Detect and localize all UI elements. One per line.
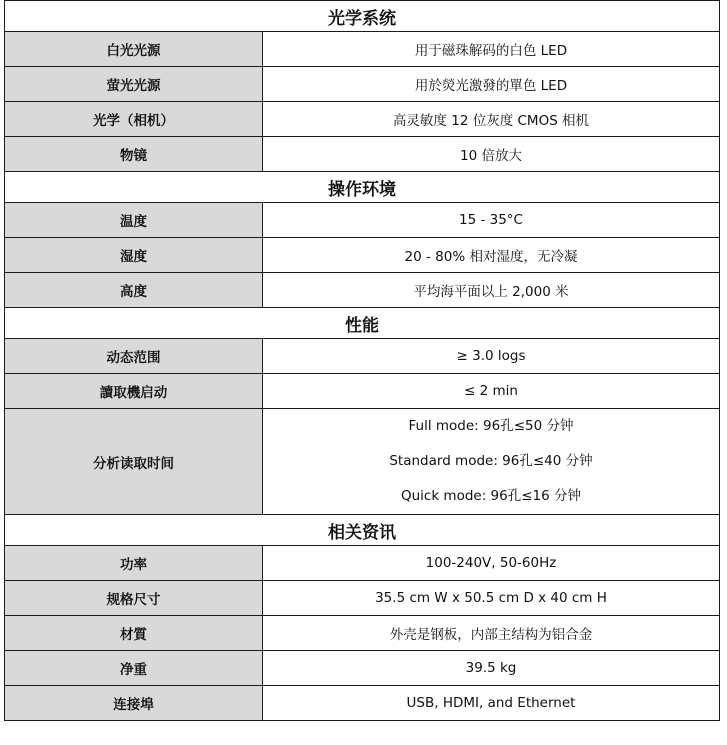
table-row [5, 616, 720, 651]
table-row [5, 546, 720, 581]
table-row [5, 32, 720, 67]
row-label: 光学（相机） [5, 102, 263, 137]
row-value: 平均海平面以上 2,000 米 [263, 273, 720, 308]
section-header-info [5, 515, 720, 546]
row-label: 讀取機启动 [5, 374, 263, 409]
row-value: 39.5 kg [263, 651, 720, 686]
row-label: 规格尺寸 [5, 581, 263, 616]
section-title: 操作环境 [5, 172, 720, 203]
row-label: 高度 [5, 273, 263, 308]
table-row [5, 581, 720, 616]
row-value: 用於熒光激發的單色 LED [263, 67, 720, 102]
row-value: 20 - 80% 相对湿度，无冷凝 [263, 238, 720, 273]
row-label: 净重 [5, 651, 263, 686]
spec-table [4, 0, 720, 721]
table-row [5, 238, 720, 273]
table-row [5, 374, 720, 409]
row-value: ≤ 2 min [263, 374, 720, 409]
row-label: 白光光源 [5, 32, 263, 67]
row-label: 功率 [5, 546, 263, 581]
row-value: 高灵敏度 12 位灰度 CMOS 相机 [263, 102, 720, 137]
table-row [5, 409, 720, 515]
row-label: 湿度 [5, 238, 263, 273]
row-value: 外壳是钢板，内部主结构为铝合金 [263, 616, 720, 651]
row-label: 分析读取时间 [5, 409, 263, 515]
value-line: Full mode: 96孔≤50 分钟 [408, 418, 574, 434]
table-row [5, 67, 720, 102]
row-value: 10 倍放大 [263, 137, 720, 172]
table-row [5, 273, 720, 308]
section-title: 性能 [5, 308, 720, 339]
row-label: 动态范围 [5, 339, 263, 374]
table-row [5, 203, 720, 238]
section-header-environment [5, 172, 720, 203]
row-value: 用于磁珠解码的白色 LED [263, 32, 720, 67]
row-label: 物镜 [5, 137, 263, 172]
section-title: 相关资讯 [5, 515, 720, 546]
table-row [5, 102, 720, 137]
row-label: 温度 [5, 203, 263, 238]
row-value: 15 - 35°C [263, 203, 720, 238]
table-row [5, 651, 720, 686]
section-header-optics [5, 1, 720, 32]
row-label: 萤光光源 [5, 67, 263, 102]
row-value: ≥ 3.0 logs [263, 339, 720, 374]
row-label: 材質 [5, 616, 263, 651]
table-row [5, 137, 720, 172]
section-header-performance [5, 308, 720, 339]
section-title: 光学系统 [5, 1, 720, 32]
table-row [5, 339, 720, 374]
value-line: Quick mode: 96孔≤16 分钟 [400, 488, 582, 504]
row-value: 35.5 cm W x 50.5 cm D x 40 cm H [263, 581, 720, 616]
row-value-multiline [263, 409, 720, 515]
value-line: Standard mode: 96孔≤40 分钟 [389, 453, 593, 469]
row-label: 连接埠 [5, 686, 263, 721]
row-value: USB, HDMI, and Ethernet [263, 686, 720, 721]
table-row [5, 686, 720, 721]
row-value: 100-240V, 50-60Hz [263, 546, 720, 581]
